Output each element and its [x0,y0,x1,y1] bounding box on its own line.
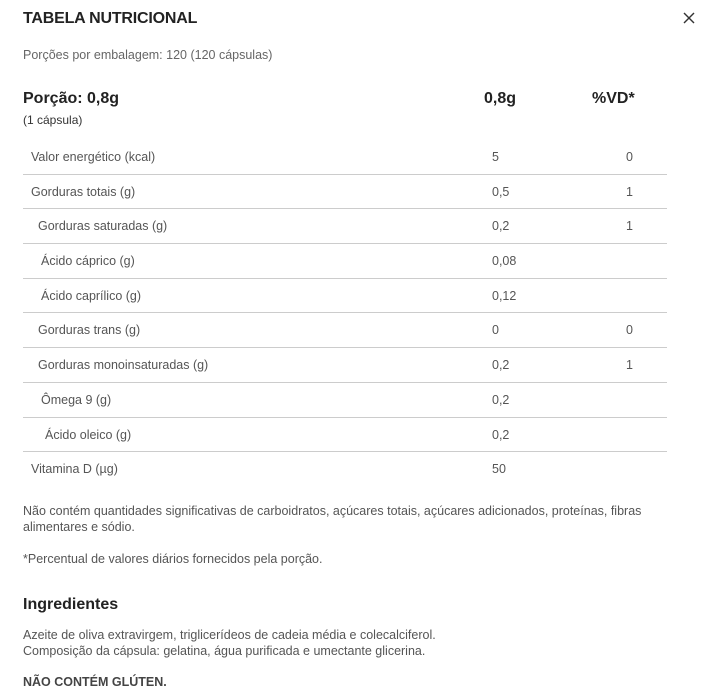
percent-note: *Percentual de valores diários fornecidos pela porção. [23,552,323,566]
nutrient-amount: 50 [492,462,506,477]
portion-label: Porção: 0,8g [23,90,120,107]
no-significant-note: Não contém quantidades significativas de carboidratos, açúcares totais, açúcares adicionados, proteínas, fibras alimentares e sódio. [23,504,642,534]
nutrient-amount: 0,08 [492,254,517,269]
amount-column-header: 0,8g [484,90,517,107]
close-icon [680,9,698,27]
nutrient-vd: 1 [626,358,633,373]
portion-sub: (1 cápsula) [23,113,83,127]
nutrient-amount: 0,2 [492,392,510,407]
nutrient-vd: 0 [626,150,633,164]
table-row [23,175,667,210]
table-row [23,279,667,314]
servings-per-package: Porções por embalagem: 120 (120 cápsulas) [23,48,273,62]
ingredients-text [23,627,436,659]
nutrient-amount: 0 [492,323,499,338]
nutrient-amount: 0,2 [492,427,510,442]
table-row [23,140,667,175]
table-row [23,209,667,244]
nutrient-vd: 0 [626,323,633,338]
nutrient-name: Valor energético (kcal) [31,150,156,164]
nutrient-name: Ômega 9 (g) [41,392,112,407]
nutrient-name: Gorduras saturadas (g) [38,219,168,234]
ingredients-title: Ingredientes [23,596,119,613]
table-row [23,418,667,453]
table-row [23,313,667,348]
nutrient-name: Vitamina D (µg) [31,462,118,477]
nutrient-name: Ácido oleico (g) [45,427,132,442]
nutrient-name: Ácido caprílico (g) [41,288,142,303]
table-row [23,452,667,487]
modal-title: TABELA NUTRICIONAL [23,10,198,27]
close-button[interactable] [680,9,698,27]
nutrition-table [23,140,667,487]
table-row [23,244,667,279]
ingredients-line: Azeite de oliva extravirgem, triglicerídeos de cadeia média e colecalciferol. [23,628,436,642]
table-row [23,383,667,418]
nutrient-name: Gorduras monoinsaturadas (g) [38,358,209,373]
nutrient-name: Gorduras totais (g) [31,184,136,199]
vd-column-header: %VD* [592,90,635,107]
nutrient-vd: 1 [626,219,633,234]
capsule-composition-line: Composição da cápsula: gelatina, água purificada e umectante glicerina. [23,644,426,658]
nutrient-amount: 0,12 [492,288,517,303]
nutrient-amount: 5 [492,150,499,164]
nutrient-vd: 1 [626,184,633,199]
gluten-free-note: NÃO CONTÉM GLÚTEN. [23,675,167,689]
table-row [23,348,667,383]
nutrient-amount: 0,5 [492,184,510,199]
nutrient-amount: 0,2 [492,219,510,234]
nutrient-amount: 0,2 [492,358,510,373]
nutrient-name: Ácido cáprico (g) [41,254,135,269]
nutrient-name: Gorduras trans (g) [38,323,141,338]
